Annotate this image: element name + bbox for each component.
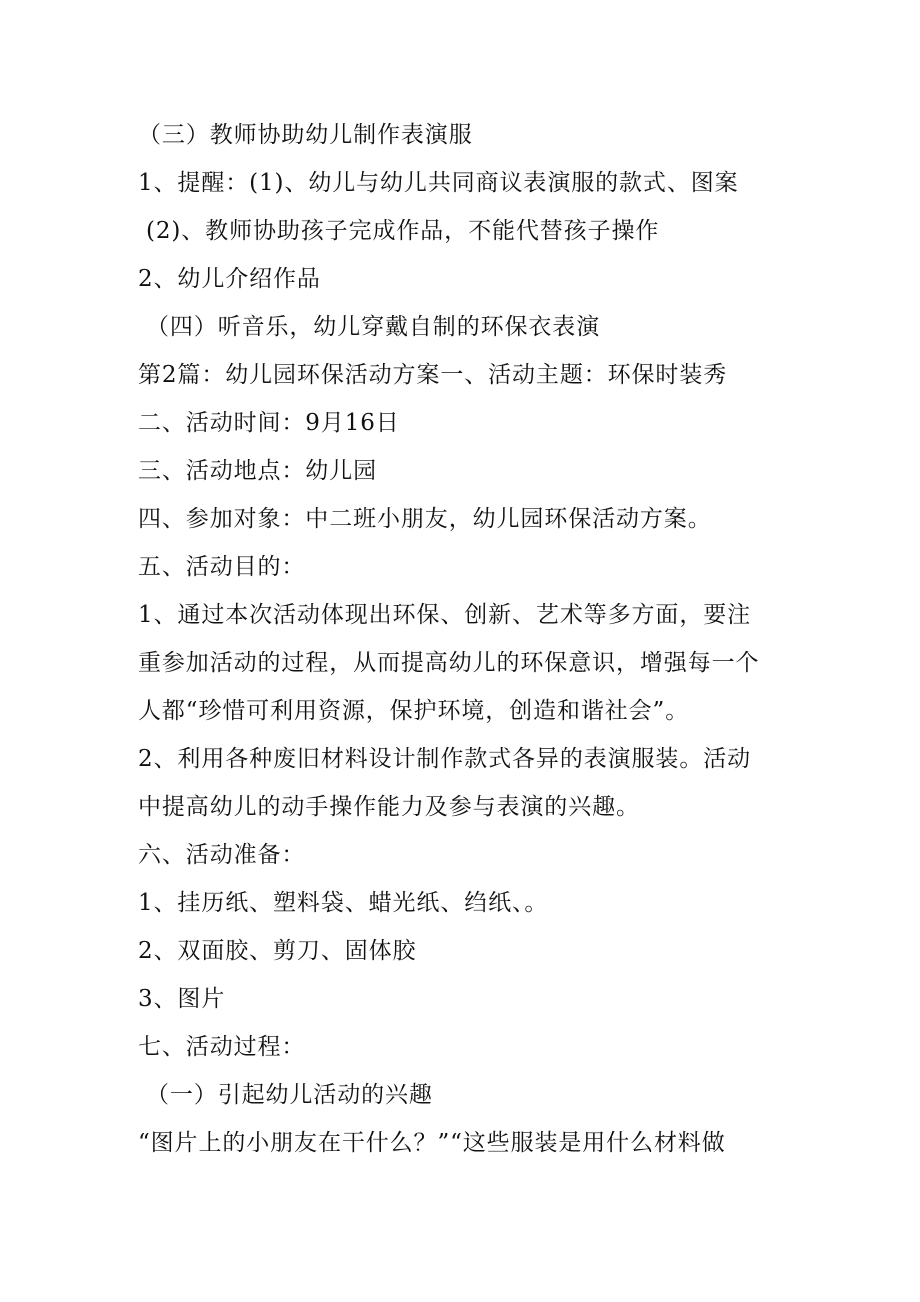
section-heading-goals: 五、活动目的： — [138, 554, 306, 580]
text-line: 1、挂历纸、塑料袋、蜡光纸、绉纸、。 — [138, 890, 549, 916]
section-heading-preparation: 六、活动准备： — [138, 842, 306, 868]
text-line: 二、活动时间：9月16日 — [138, 410, 400, 436]
text-line: 3、图片 — [138, 986, 226, 1012]
text-line: 重参加活动的过程，从而提高幼儿的环保意识，增强每一个 — [138, 650, 760, 676]
text-line: 2、双面胶、剪刀、固体胶 — [138, 938, 417, 964]
article-heading: 第2篇：幼儿园环保活动方案一、活动主题：环保时装秀 — [138, 362, 728, 388]
text-line: 1、通过本次活动体现出环保、创新、艺术等多方面，要注 — [138, 602, 752, 628]
section-heading-music-performance: （四）听音乐，幼儿穿戴自制的环保衣表演 — [146, 314, 601, 340]
text-line: 中提高幼儿的动手操作能力及参与表演的兴趣。 — [138, 794, 640, 820]
text-line: 四、参加对象：中二班小朋友，幼儿园环保活动方案。 — [138, 506, 712, 532]
text-line: 人都“珍惜可利用资源，保护环境，创造和谐社会”。 — [138, 698, 690, 724]
text-line: (2)、教师协助孩子完成作品，不能代替孩子操作 — [146, 218, 660, 244]
text-line: 2、利用各种废旧材料设计制作款式各异的表演服装。活动 — [138, 746, 752, 772]
text-line: 2、幼儿介绍作品 — [138, 266, 321, 292]
text-line: 1、提醒：(1)、幼儿与幼儿共同商议表演服的款式、图案 — [138, 170, 739, 196]
text-line: 三、活动地点：幼儿园 — [138, 458, 377, 484]
section-heading-process: 七、活动过程： — [138, 1034, 306, 1060]
text-line: “图片上的小朋友在干什么？”“这些服装是用什么材料做 — [138, 1130, 726, 1156]
subsection-heading-interest: （一）引起幼儿活动的兴趣 — [146, 1082, 433, 1108]
section-heading-teacher-assist: （三）教师协助幼儿制作表演服 — [138, 122, 473, 148]
